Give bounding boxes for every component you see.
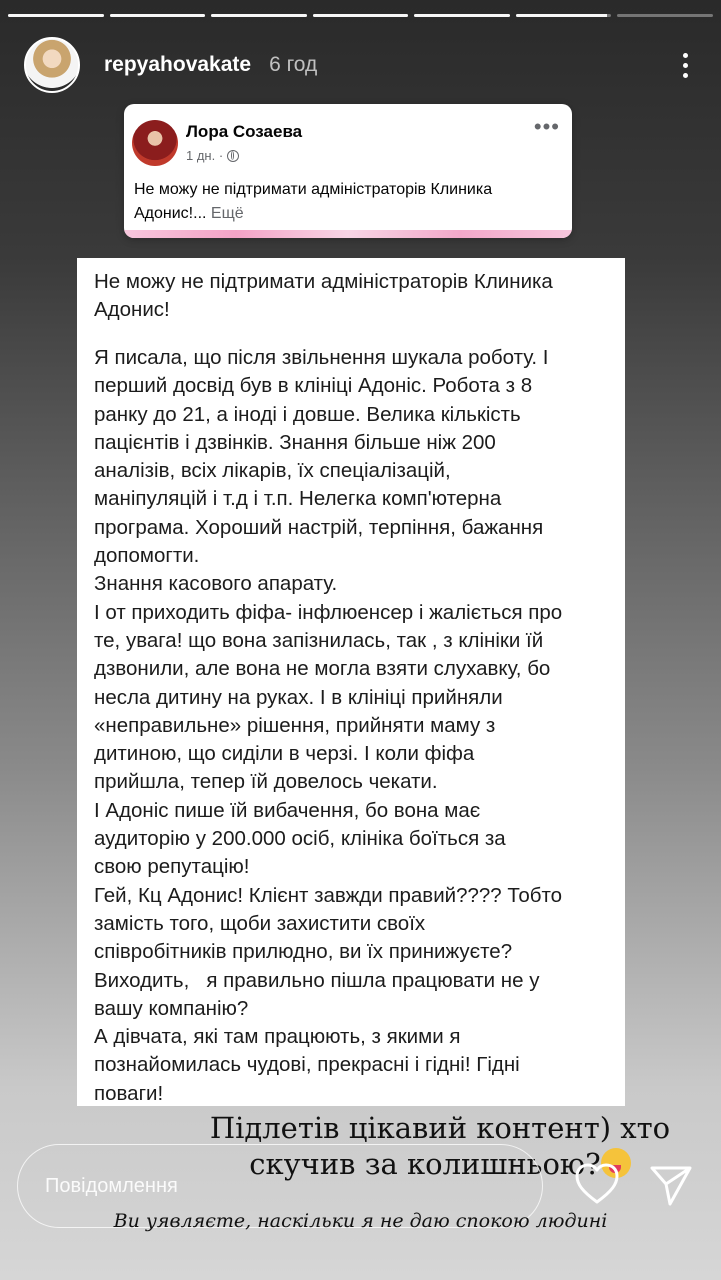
fb-more-icon: ••• [533,114,560,139]
more-options-icon[interactable] [673,45,697,85]
fb-see-more: Ещё [210,205,244,222]
post-paragraph-main: Я писала, що після звільнення шукала роботу. І перший досвід був в клініці Адоніс. Робота з 8 ранку до 21, а іноді і довше. Велика кількість пацієнтів і дзвінків. Знання більше ніж 200 аналізів, всіх лікарів, їх спеціалізацій, маніпуляцій і т.д і т.п. Нелегка комп'ютерна програма. Хороший настрій, терпіння, бажання допомогти. Знання касового апарату. І от приходить фіфа- інфлюенсер і жаліється про те, увага! що вона запізнилась, так , з клініки їй дзвонили, але вона не могла взяти слухавку, бо несла дитину на руках. І в клініці прийняли «неправильне» рішення, прийняти маму з дитиною, що сиділи в черзі. І коли фіфа прийшла, тепер їй довелось чекати. І Адоніс пише їй вибачення, бо вона має аудиторію у 200.000 осіб, клініка боїться за свою репутацію! Гей, Кц Адонис! Клієнт завжди правий???? Тобто замість того, щоби захистити своїх співробітників прилюдно, ви їх принижуєте? Виходить, я правильно пішла працювати не у вашу компанію? А дівчата, які там працюють, з якими я познайомилась чудові, прекрасні і гідні! Гідні поваги! [94,346,563,1105]
story-progress-fill [110,14,206,17]
fb-post-snippet: Не можу не підтримати адміністраторів Клиника Адонис!... [134,181,493,222]
username[interactable]: repyahovakate [104,53,252,76]
overlay-line-1: Підлетів цікавий контент) хто [209,1111,671,1145]
globe-icon [227,150,239,162]
send-icon[interactable] [646,1160,696,1210]
post-paragraph-intro: Не можу не підтримати адміністраторів Клиника Адонис! [94,270,553,322]
post-text-screenshot [77,258,625,1106]
story-header [24,36,697,94]
story-time: 6 год [269,53,318,76]
fb-post-age: 1 дн. · [186,148,224,163]
story-progress-segment [414,14,510,17]
fb-post-text [134,178,564,226]
fb-post-image-strip [124,230,572,238]
story-progress-fill [516,14,607,17]
story-progress-segment [516,14,612,17]
story-progress-segment [617,14,713,17]
overlay-bottom-caption: Ви уявляєте, наскільки я не даю спокою людині [113,1210,608,1232]
story-progress-fill [313,14,409,17]
story-progress-segment [8,14,104,17]
overlay-line-2-text: скучив за колишньою? [249,1147,601,1181]
heart-icon[interactable] [572,1160,622,1210]
facebook-post-screenshot [124,104,572,238]
message-placeholder: Повідомлення [45,1174,178,1197]
story-progress-fill [8,14,104,17]
story-progress [8,14,713,17]
user-avatar[interactable] [24,37,80,93]
fb-post-meta [186,148,239,163]
story-progress-segment [110,14,206,17]
fb-author-avatar [132,120,178,166]
story-progress-fill [414,14,510,17]
story-progress-segment [211,14,307,17]
story-progress-segment [313,14,409,17]
story-progress-fill [211,14,307,17]
fb-author-name: Лора Созаева [186,122,303,141]
